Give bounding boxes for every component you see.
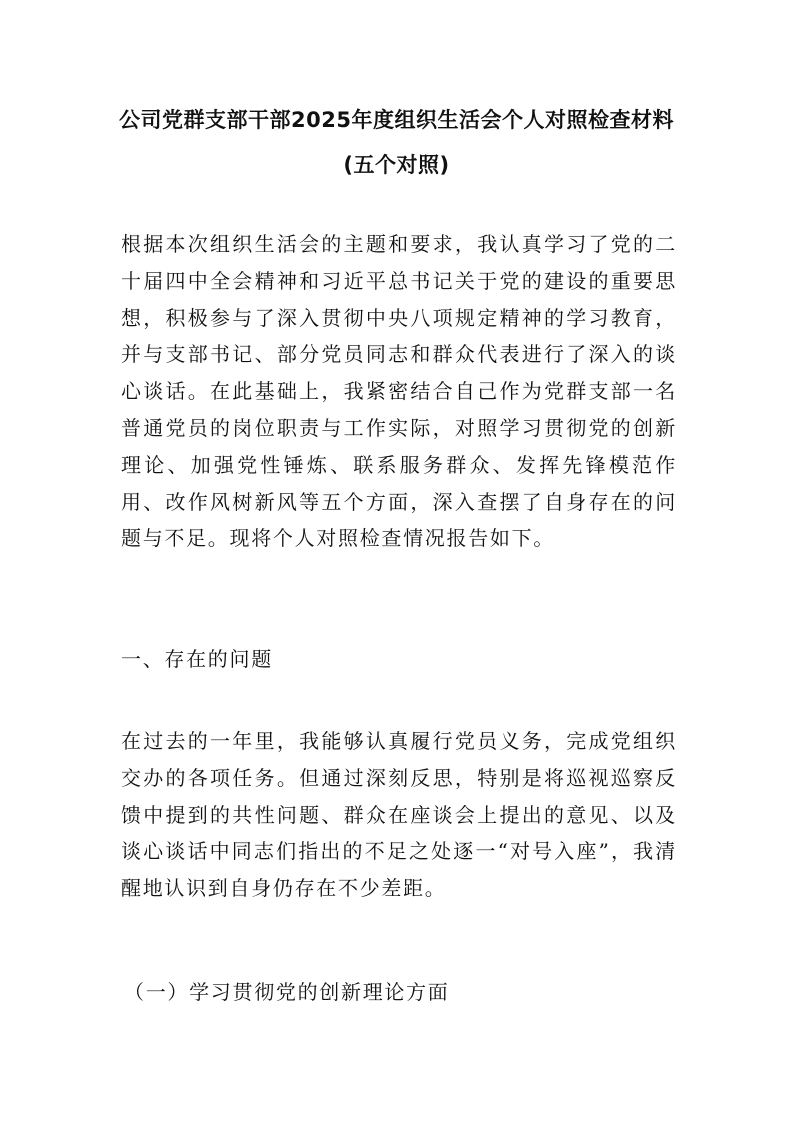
section-heading-problems: 一、存在的问题	[121, 647, 273, 671]
subsection-heading-theory-study: （一）学习贯彻党的创新理论方面	[124, 980, 450, 1004]
document-title: 公司党群支部干部2025年度组织生活会个人对照检查材料(五个对照)	[119, 108, 674, 177]
intro-paragraph: 根据本次组织生活会的主题和要求，我认真学习了党的二十届四中全会精神和习近平总书记关于党的建设的重要思想，积极参与了深入贯彻中央八项规定精神的学习教育，并与支部书记、部分党员同志和群众代表进行了深入的谈心谈话。在此基础上，我紧密结合自己作为党群支部一名普通党员的岗位职责与工作实际，对照学习贯彻党的创新理论、加强党性锤炼、联系服务群众、发挥先锋模范作用、改作风树新风等五个方面，深入查摆了自身存在的问题与不足。现将个人对照检查情况报告如下。	[121, 232, 677, 551]
problems-paragraph: 在过去的一年里，我能够认真履行党员义务，完成党组织交办的各项任务。但通过深刻反思，特别是将巡视巡察反馈中提到的共性问题、群众在座谈会上提出的意见、以及谈心谈话中同志们指出的不足之处逐一“对号入座”，我清醒地认识到自身仍存在不少差距。	[121, 729, 677, 901]
